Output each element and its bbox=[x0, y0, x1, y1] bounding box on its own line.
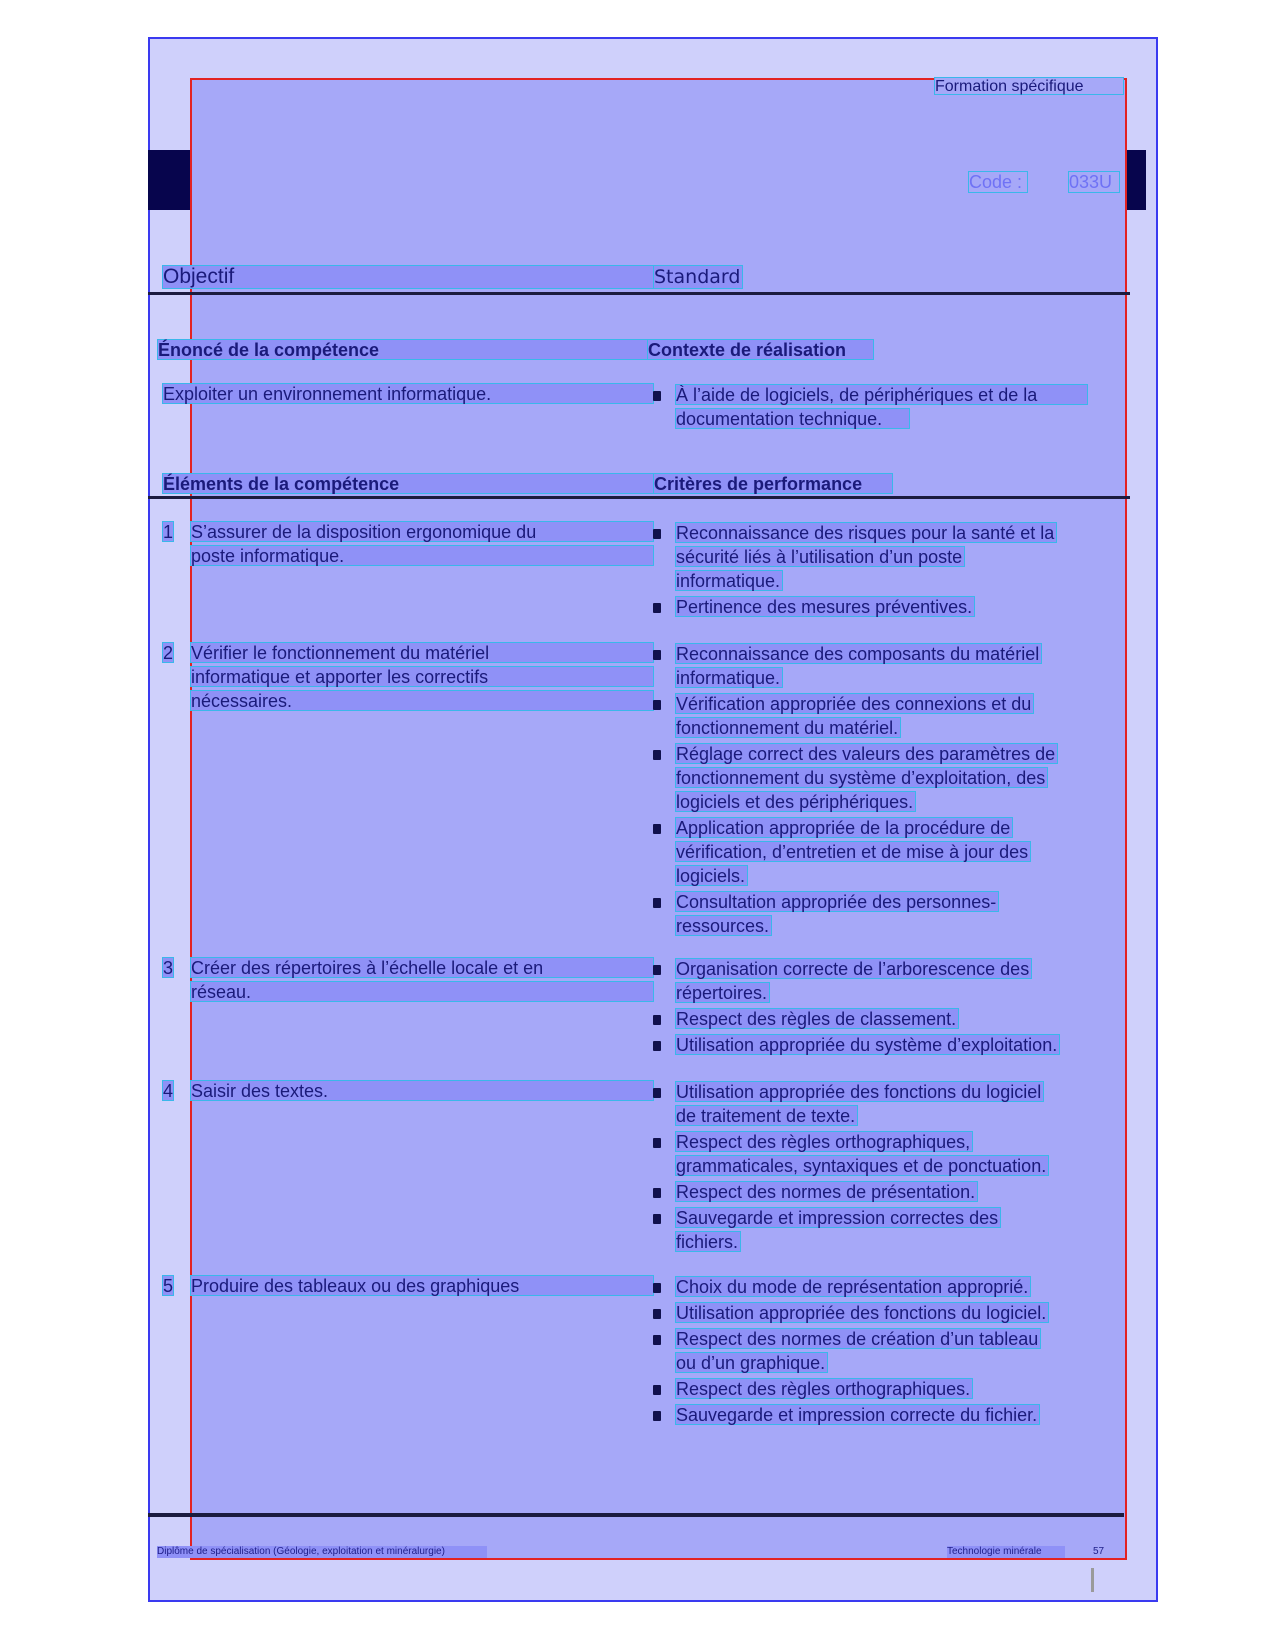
criterion-line: Respect des règles orthographiques, bbox=[675, 1131, 973, 1152]
element-text-line: informatique et apporter les correctifs bbox=[190, 666, 654, 687]
criterion-line: Respect des règles orthographiques. bbox=[675, 1378, 973, 1399]
criterion-line: de traitement de texte. bbox=[675, 1105, 858, 1126]
criterion-line: Consultation appropriée des personnes- bbox=[675, 891, 999, 912]
criterion-line: logiciels et des périphériques. bbox=[675, 791, 916, 812]
bullet-icon bbox=[653, 1411, 661, 1421]
page-marker bbox=[1091, 1568, 1094, 1592]
bullet-icon bbox=[653, 1309, 661, 1319]
contexte-line-2: documentation technique. bbox=[675, 408, 910, 429]
enonce-title: Énoncé de la compétence bbox=[157, 339, 654, 360]
criterion-line: sécurité liés à l’utilisation d’un poste bbox=[675, 546, 965, 567]
bullet-icon bbox=[653, 1015, 661, 1025]
bullet-icon bbox=[653, 391, 661, 401]
criterion-line: Respect des règles de classement. bbox=[675, 1008, 959, 1029]
criteres-title: Critères de performance bbox=[653, 473, 893, 494]
criterion-line: Reconnaissance des composants du matériel bbox=[675, 643, 1042, 664]
element-number: 2 bbox=[163, 643, 174, 663]
bullet-icon bbox=[653, 1385, 661, 1395]
criterion-line: Choix du mode de représentation approprié. bbox=[675, 1276, 1031, 1297]
criterion-line: logiciels. bbox=[675, 865, 748, 886]
criterion-line: Sauvegarde et impression correctes des bbox=[675, 1207, 1001, 1228]
element-text-line: Saisir des textes. bbox=[190, 1080, 654, 1101]
criterion-line: ou d’un graphique. bbox=[675, 1352, 828, 1373]
bullet-icon bbox=[653, 700, 661, 710]
footer-right: Technologie minérale bbox=[947, 1546, 1065, 1558]
criterion-line: Application appropriée de la procédure de bbox=[675, 817, 1013, 838]
criterion-line: Respect des normes de création d’un tableau bbox=[675, 1328, 1041, 1349]
element-number: 1 bbox=[163, 522, 174, 542]
element-text-line: réseau. bbox=[190, 981, 654, 1002]
criterion-line: Utilisation appropriée des fonctions du logiciel. bbox=[675, 1302, 1049, 1323]
bullet-icon bbox=[653, 1041, 661, 1051]
bullet-icon bbox=[653, 898, 661, 908]
criterion-line: informatique. bbox=[675, 570, 783, 591]
criterion-line: Utilisation appropriée du système d’exploitation. bbox=[675, 1034, 1060, 1055]
bullet-icon bbox=[653, 965, 661, 975]
criterion-line: Pertinence des mesures préventives. bbox=[675, 596, 975, 617]
header-title: Formation spécifique bbox=[934, 77, 1124, 95]
footer-rule bbox=[148, 1513, 1124, 1517]
bullet-icon bbox=[653, 1188, 661, 1198]
criterion-line: fonctionnement du système d’exploitation, des bbox=[675, 767, 1048, 788]
bullet-icon bbox=[653, 529, 661, 539]
criterion-line: Reconnaissance des risques pour la santé et la bbox=[675, 522, 1057, 543]
element-number: 5 bbox=[163, 1276, 174, 1296]
criterion-line: Réglage correct des valeurs des paramètres de bbox=[675, 743, 1058, 764]
column-heading-objectif: Objectif bbox=[162, 265, 654, 289]
element-text-line: S’assurer de la disposition ergonomique du bbox=[190, 521, 654, 542]
criterion-line: fichiers. bbox=[675, 1231, 741, 1252]
divider-criteria bbox=[148, 496, 1130, 499]
code-label: Code : bbox=[968, 171, 1028, 193]
criterion-line: Utilisation appropriée des fonctions du logiciel bbox=[675, 1081, 1044, 1102]
divider-top bbox=[148, 292, 1130, 295]
bullet-icon bbox=[653, 824, 661, 834]
column-heading-standard: Standard bbox=[653, 265, 743, 289]
bullet-icon bbox=[653, 1138, 661, 1148]
element-text-line: Vérifier le fonctionnement du matériel bbox=[190, 642, 654, 663]
criterion-line: Sauvegarde et impression correcte du fichier. bbox=[675, 1404, 1040, 1425]
criterion-line: répertoires. bbox=[675, 982, 770, 1003]
contexte-title: Contexte de réalisation bbox=[647, 339, 874, 360]
criterion-line: ressources. bbox=[675, 915, 772, 936]
bullet-icon bbox=[653, 1214, 661, 1224]
criterion-line: vérification, d’entretien et de mise à jour des bbox=[675, 841, 1031, 862]
contexte-line-1: À l’aide de logiciels, de périphériques et de la bbox=[675, 384, 1088, 405]
footer-left: Diplôme de spécialisation (Géologie, exploitation et minéralurgie) bbox=[157, 1546, 487, 1558]
bullet-icon bbox=[653, 1335, 661, 1345]
bullet-icon bbox=[653, 603, 661, 613]
bullet-icon bbox=[653, 750, 661, 760]
elements-title: Éléments de la compétence bbox=[162, 473, 654, 494]
element-number: 3 bbox=[163, 958, 174, 978]
bullet-icon bbox=[653, 1088, 661, 1098]
code-value: 033U bbox=[1068, 171, 1120, 193]
element-number: 4 bbox=[163, 1081, 174, 1101]
bullet-icon bbox=[653, 650, 661, 660]
element-text-line: Créer des répertoires à l’échelle locale et en bbox=[190, 957, 654, 978]
criterion-line: informatique. bbox=[675, 667, 783, 688]
bullet-icon bbox=[653, 1283, 661, 1293]
criterion-line: grammaticales, syntaxiques et de ponctuation. bbox=[675, 1155, 1049, 1176]
element-text-line: Produire des tableaux ou des graphiques bbox=[190, 1275, 654, 1296]
criterion-line: fonctionnement du matériel. bbox=[675, 717, 901, 738]
enonce-text: Exploiter un environnement informatique. bbox=[162, 383, 654, 404]
element-text-line: nécessaires. bbox=[190, 690, 654, 711]
criterion-line: Respect des normes de présentation. bbox=[675, 1181, 978, 1202]
criterion-line: Organisation correcte de l’arborescence des bbox=[675, 958, 1032, 979]
criterion-line: Vérification appropriée des connexions et du bbox=[675, 693, 1034, 714]
footer-page: 57 bbox=[1093, 1546, 1105, 1557]
element-text-line: poste informatique. bbox=[190, 545, 654, 566]
